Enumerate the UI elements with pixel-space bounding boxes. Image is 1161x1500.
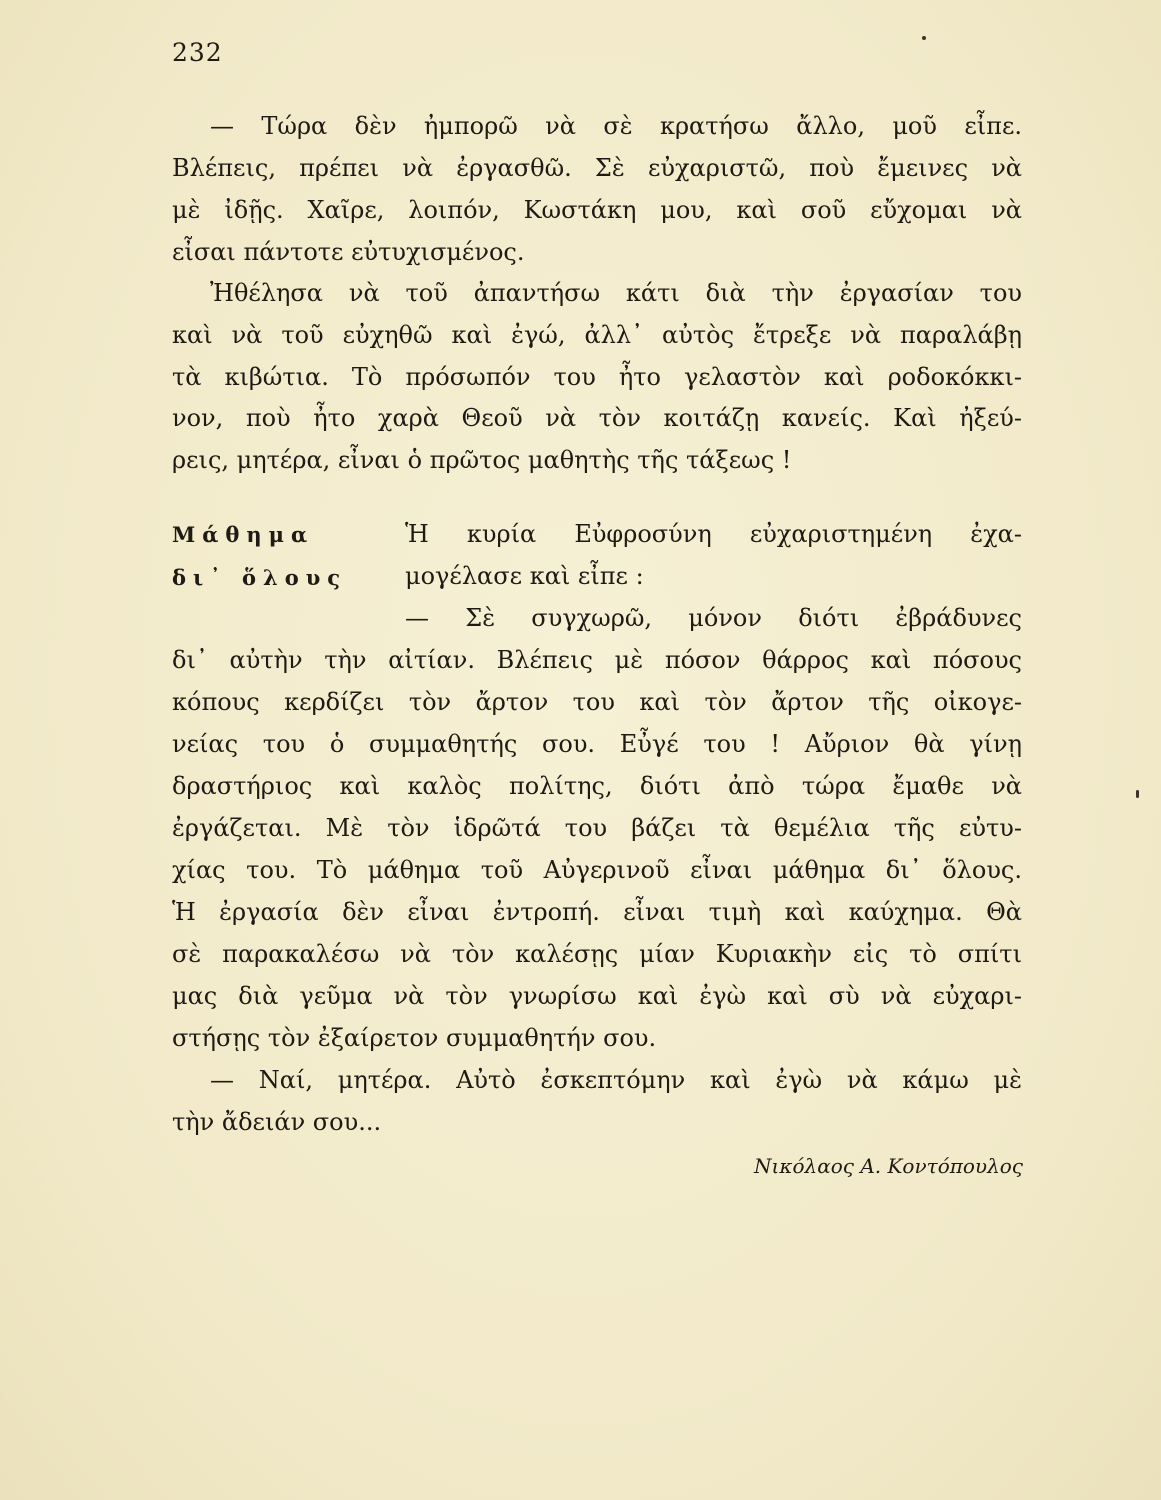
text-line: μὲ ἰδῇς. Χαῖρε, λοιπόν, Κωστάκη μου, καὶ σοῦ εὔχομαι νὰ	[172, 196, 1022, 224]
ink-speck	[1136, 790, 1139, 798]
text-line: κόπους κερδίζει τὸν ἄρτον του καὶ τὸν ἄρτον τῆς οἰκογε-	[172, 688, 1022, 716]
text-line: σὲ παρακαλέσω νὰ τὸν καλέσῃς μίαν Κυριακὴν εἰς τὸ σπίτι	[172, 940, 1022, 968]
text-line: εἶσαι πάντοτε εὐτυχισμένος.	[172, 238, 525, 266]
ink-speck	[922, 36, 926, 40]
page-number: 232	[172, 38, 223, 67]
text-line: Ἠθέλησα νὰ τοῦ ἀπαντήσω κάτι διὰ τὴν ἐργασίαν του	[210, 279, 1022, 307]
text-line: — Σὲ συγχωρῶ, μόνον διότι ἐβράδυνες	[405, 604, 1022, 632]
text-line: μογέλασε καὶ εἶπε :	[405, 562, 644, 590]
text-line: μας διὰ γεῦμα νὰ τὸν γνωρίσω καὶ ἐγὼ καὶ σὺ νὰ εὐχαρι-	[172, 982, 1022, 1010]
text-line: δι᾿ αὐτὴν τὴν αἰτίαν. Βλέπεις μὲ πόσον θάρρος καὶ πόσους	[172, 646, 1022, 674]
text-line: ἐργάζεται. Μὲ τὸν ἱδρῶτά του βάζει τὰ θεμέλια τῆς εὐτυ-	[172, 814, 1022, 842]
text-line: Βλέπεις, πρέπει νὰ ἐργασθῶ. Σὲ εὐχαριστῶ, ποὺ ἔμεινες νὰ	[172, 154, 1022, 182]
margin-title-line-2: δι᾿ ὅλους	[172, 565, 348, 590]
author-signature: Νικόλαος Α. Κοντόπουλος	[754, 1154, 1023, 1178]
text-line: τὴν ἄδειάν σου...	[172, 1108, 382, 1136]
margin-title-line-1: Μάθημα	[172, 522, 315, 547]
text-line: στήσῃς τὸν ἐξαίρετον συμμαθητήν σου.	[172, 1024, 657, 1052]
text-line: νον, ποὺ ἦτο χαρὰ Θεοῦ νὰ τὸν κοιτάζῃ κανείς. Καὶ ἠξεύ-	[172, 404, 1022, 432]
text-line: χίας του. Τὸ μάθημα τοῦ Αὐγερινοῦ εἶναι μάθημα δι᾿ ὅλους.	[172, 856, 1022, 884]
text-line: ρεις, μητέρα, εἶναι ὁ πρῶτος μαθητὴς τῆς τάξεως !	[172, 446, 792, 474]
text-line: τὰ κιβώτια. Τὸ πρόσωπόν του ἦτο γελαστὸν καὶ ροδοκόκκι-	[172, 363, 1022, 391]
text-line: — Τώρα δὲν ἠμπορῶ νὰ σὲ κρατήσω ἄλλο, μοῦ εἶπε.	[210, 112, 1022, 140]
text-line: νείας του ὁ συμμαθητής σου. Εὖγέ του ! Αὔριον θὰ γίνῃ	[172, 730, 1022, 758]
text-line: — Ναί, μητέρα. Αὐτὸ ἐσκεπτόμην καὶ ἐγὼ νὰ κάμω μὲ	[210, 1066, 1022, 1094]
text-line: καὶ νὰ τοῦ εὐχηθῶ καὶ ἐγώ, ἀλλ᾿ αὐτὸς ἔτρεξε νὰ παραλάβῃ	[172, 321, 1022, 349]
text-line: δραστήριος καὶ καλὸς πολίτης, διότι ἀπὸ τώρα ἔμαθε νὰ	[172, 772, 1022, 800]
text-line: Ἡ κυρία Εὐφροσύνη εὐχαριστημένη ἐχα-	[405, 520, 1022, 548]
text-line: Ἡ ἐργασία δὲν εἶναι ἐντροπή. εἶναι τιμὴ καὶ καύχημα. Θὰ	[172, 898, 1022, 926]
